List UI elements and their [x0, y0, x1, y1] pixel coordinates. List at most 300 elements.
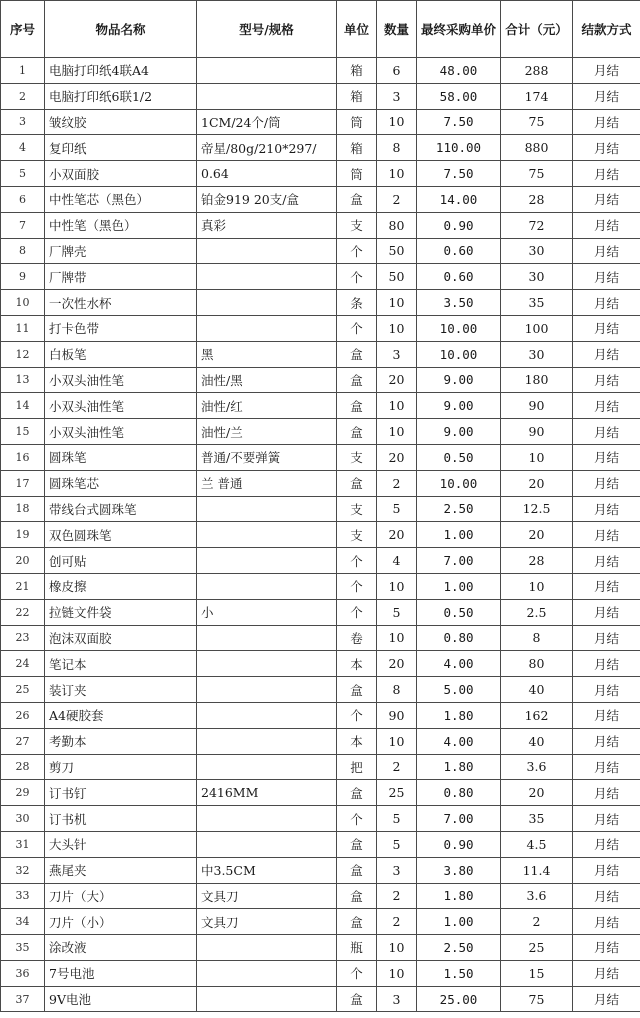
cell-name: 一次性水杯	[45, 290, 197, 316]
cell-seq: 10	[1, 290, 45, 316]
cell-qty: 2	[377, 909, 417, 935]
cell-name: 订书机	[45, 806, 197, 832]
cell-qty: 20	[377, 522, 417, 548]
cell-payment: 月结	[573, 315, 640, 341]
cell-unit: 筒	[337, 161, 377, 187]
cell-name: 中性笔芯（黑色）	[45, 186, 197, 212]
cell-total: 30	[501, 238, 573, 264]
table-row	[1, 161, 640, 187]
cell-total: 880	[501, 135, 573, 161]
cell-spec	[197, 754, 337, 780]
table-row	[1, 264, 640, 290]
cell-total: 12.5	[501, 496, 573, 522]
cell-qty: 90	[377, 702, 417, 728]
cell-qty: 20	[377, 444, 417, 470]
cell-name: 9V电池	[45, 986, 197, 1012]
cell-spec	[197, 238, 337, 264]
cell-unit: 瓶	[337, 935, 377, 961]
cell-price: 9.00	[417, 393, 501, 419]
cell-payment: 月结	[573, 677, 640, 703]
cell-price: 1.80	[417, 754, 501, 780]
table-row	[1, 212, 640, 238]
table-row	[1, 238, 640, 264]
cell-price: 25.00	[417, 986, 501, 1012]
cell-qty: 2	[377, 470, 417, 496]
cell-qty: 10	[377, 290, 417, 316]
cell-qty: 10	[377, 393, 417, 419]
cell-unit: 支	[337, 496, 377, 522]
cell-spec	[197, 522, 337, 548]
cell-spec	[197, 548, 337, 574]
cell-spec: 兰 普通	[197, 470, 337, 496]
cell-qty: 20	[377, 651, 417, 677]
cell-price: 0.60	[417, 264, 501, 290]
cell-total: 20	[501, 470, 573, 496]
cell-seq: 31	[1, 831, 45, 857]
table-row	[1, 58, 640, 84]
cell-name: 打卡色带	[45, 315, 197, 341]
cell-unit: 本	[337, 651, 377, 677]
cell-spec	[197, 986, 337, 1012]
cell-name: 刀片（小）	[45, 909, 197, 935]
cell-qty: 2	[377, 186, 417, 212]
cell-unit: 盒	[337, 393, 377, 419]
cell-seq: 4	[1, 135, 45, 161]
cell-qty: 10	[377, 935, 417, 961]
table-row	[1, 444, 640, 470]
cell-unit: 个	[337, 315, 377, 341]
cell-total: 162	[501, 702, 573, 728]
cell-unit: 条	[337, 290, 377, 316]
table-row	[1, 754, 640, 780]
cell-name: 电脑打印纸6联1/2	[45, 83, 197, 109]
cell-seq: 22	[1, 599, 45, 625]
cell-seq: 18	[1, 496, 45, 522]
cell-payment: 月结	[573, 780, 640, 806]
cell-name: 电脑打印纸4联A4	[45, 58, 197, 84]
table-row	[1, 419, 640, 445]
cell-price: 7.50	[417, 161, 501, 187]
cell-unit: 个	[337, 573, 377, 599]
cell-qty: 6	[377, 58, 417, 84]
table-row	[1, 470, 640, 496]
cell-price: 7.00	[417, 548, 501, 574]
cell-payment: 月结	[573, 806, 640, 832]
cell-spec	[197, 960, 337, 986]
cell-unit: 盒	[337, 341, 377, 367]
table-row	[1, 599, 640, 625]
table-row	[1, 522, 640, 548]
table-row	[1, 393, 640, 419]
header-price: 最终采购单价	[417, 1, 501, 58]
cell-payment: 月结	[573, 109, 640, 135]
cell-payment: 月结	[573, 470, 640, 496]
cell-seq: 32	[1, 857, 45, 883]
cell-name: 带线台式圆珠笔	[45, 496, 197, 522]
cell-unit: 个	[337, 599, 377, 625]
cell-payment: 月结	[573, 573, 640, 599]
cell-payment: 月结	[573, 341, 640, 367]
cell-payment: 月结	[573, 625, 640, 651]
cell-total: 75	[501, 986, 573, 1012]
header-unit: 单位	[337, 1, 377, 58]
cell-qty: 10	[377, 419, 417, 445]
cell-total: 100	[501, 315, 573, 341]
cell-payment: 月结	[573, 367, 640, 393]
cell-name: 圆珠笔	[45, 444, 197, 470]
cell-total: 3.6	[501, 883, 573, 909]
cell-payment: 月结	[573, 883, 640, 909]
cell-payment: 月结	[573, 548, 640, 574]
cell-name: 厂牌壳	[45, 238, 197, 264]
cell-payment: 月结	[573, 986, 640, 1012]
cell-seq: 21	[1, 573, 45, 599]
cell-name: 双色圆珠笔	[45, 522, 197, 548]
cell-name: 笔记本	[45, 651, 197, 677]
cell-unit: 支	[337, 212, 377, 238]
cell-price: 9.00	[417, 419, 501, 445]
cell-spec: 中3.5CM	[197, 857, 337, 883]
cell-price: 10.00	[417, 315, 501, 341]
cell-unit: 盒	[337, 186, 377, 212]
table-row	[1, 651, 640, 677]
cell-spec: 油性/红	[197, 393, 337, 419]
cell-seq: 17	[1, 470, 45, 496]
cell-price: 3.50	[417, 290, 501, 316]
cell-total: 75	[501, 161, 573, 187]
table-row	[1, 290, 640, 316]
cell-qty: 10	[377, 109, 417, 135]
cell-price: 9.00	[417, 367, 501, 393]
cell-unit: 盒	[337, 831, 377, 857]
cell-seq: 2	[1, 83, 45, 109]
cell-spec: 普通/不要弹簧	[197, 444, 337, 470]
cell-payment: 月结	[573, 651, 640, 677]
cell-total: 10	[501, 573, 573, 599]
cell-qty: 3	[377, 83, 417, 109]
cell-spec	[197, 58, 337, 84]
cell-name: 创可贴	[45, 548, 197, 574]
cell-seq: 36	[1, 960, 45, 986]
cell-unit: 个	[337, 960, 377, 986]
cell-total: 72	[501, 212, 573, 238]
cell-price: 0.80	[417, 780, 501, 806]
cell-payment: 月结	[573, 186, 640, 212]
cell-spec: 0.64	[197, 161, 337, 187]
cell-seq: 27	[1, 728, 45, 754]
cell-unit: 支	[337, 522, 377, 548]
cell-price: 0.80	[417, 625, 501, 651]
cell-spec	[197, 702, 337, 728]
table-row	[1, 315, 640, 341]
cell-seq: 9	[1, 264, 45, 290]
cell-payment: 月结	[573, 264, 640, 290]
cell-seq: 37	[1, 986, 45, 1012]
cell-total: 174	[501, 83, 573, 109]
table-row	[1, 186, 640, 212]
cell-seq: 5	[1, 161, 45, 187]
cell-price: 14.00	[417, 186, 501, 212]
cell-unit: 本	[337, 728, 377, 754]
cell-seq: 7	[1, 212, 45, 238]
cell-name: 燕尾夹	[45, 857, 197, 883]
cell-seq: 35	[1, 935, 45, 961]
cell-total: 30	[501, 264, 573, 290]
cell-qty: 10	[377, 625, 417, 651]
cell-price: 110.00	[417, 135, 501, 161]
cell-unit: 箱	[337, 83, 377, 109]
cell-price: 4.00	[417, 651, 501, 677]
cell-seq: 14	[1, 393, 45, 419]
cell-spec	[197, 264, 337, 290]
cell-unit: 筒	[337, 109, 377, 135]
cell-seq: 3	[1, 109, 45, 135]
header-seq: 序号	[1, 1, 45, 58]
cell-seq: 23	[1, 625, 45, 651]
cell-price: 5.00	[417, 677, 501, 703]
cell-price: 0.50	[417, 599, 501, 625]
cell-qty: 8	[377, 677, 417, 703]
cell-seq: 6	[1, 186, 45, 212]
table-row	[1, 625, 640, 651]
cell-seq: 30	[1, 806, 45, 832]
cell-name: 拉链文件袋	[45, 599, 197, 625]
cell-total: 4.5	[501, 831, 573, 857]
cell-name: A4硬胶套	[45, 702, 197, 728]
cell-spec	[197, 935, 337, 961]
cell-payment: 月结	[573, 599, 640, 625]
cell-total: 28	[501, 548, 573, 574]
cell-name: 大头针	[45, 831, 197, 857]
cell-name: 中性笔（黑色）	[45, 212, 197, 238]
cell-total: 35	[501, 806, 573, 832]
cell-payment: 月结	[573, 909, 640, 935]
cell-spec: 铂金919 20支/盒	[197, 186, 337, 212]
cell-unit: 个	[337, 238, 377, 264]
cell-price: 10.00	[417, 470, 501, 496]
header-spec: 型号/规格	[197, 1, 337, 58]
cell-seq: 11	[1, 315, 45, 341]
cell-seq: 33	[1, 883, 45, 909]
cell-qty: 5	[377, 599, 417, 625]
cell-payment: 月结	[573, 496, 640, 522]
cell-seq: 34	[1, 909, 45, 935]
cell-total: 80	[501, 651, 573, 677]
cell-total: 90	[501, 393, 573, 419]
cell-spec: 文具刀	[197, 883, 337, 909]
cell-price: 3.80	[417, 857, 501, 883]
cell-payment: 月结	[573, 212, 640, 238]
cell-qty: 3	[377, 341, 417, 367]
table-row	[1, 780, 640, 806]
cell-name: 考勤本	[45, 728, 197, 754]
cell-total: 30	[501, 341, 573, 367]
cell-total: 2.5	[501, 599, 573, 625]
cell-name: 订书钉	[45, 780, 197, 806]
cell-spec: 小	[197, 599, 337, 625]
cell-payment: 月结	[573, 444, 640, 470]
table-row	[1, 341, 640, 367]
cell-unit: 个	[337, 806, 377, 832]
cell-name: 小双头油性笔	[45, 367, 197, 393]
table-row	[1, 677, 640, 703]
cell-unit: 个	[337, 264, 377, 290]
cell-payment: 月结	[573, 960, 640, 986]
cell-seq: 28	[1, 754, 45, 780]
cell-seq: 8	[1, 238, 45, 264]
cell-unit: 把	[337, 754, 377, 780]
cell-qty: 20	[377, 367, 417, 393]
cell-total: 40	[501, 728, 573, 754]
cell-qty: 25	[377, 780, 417, 806]
cell-seq: 24	[1, 651, 45, 677]
cell-total: 28	[501, 186, 573, 212]
cell-price: 1.00	[417, 573, 501, 599]
table-body	[1, 58, 640, 1012]
cell-qty: 8	[377, 135, 417, 161]
cell-name: 复印纸	[45, 135, 197, 161]
cell-payment: 月结	[573, 754, 640, 780]
cell-payment: 月结	[573, 135, 640, 161]
cell-price: 1.80	[417, 702, 501, 728]
cell-seq: 13	[1, 367, 45, 393]
cell-payment: 月结	[573, 728, 640, 754]
cell-spec: 2416MM	[197, 780, 337, 806]
cell-unit: 盒	[337, 470, 377, 496]
cell-spec	[197, 806, 337, 832]
table-row	[1, 883, 640, 909]
cell-payment: 月结	[573, 522, 640, 548]
cell-seq: 29	[1, 780, 45, 806]
cell-spec: 真彩	[197, 212, 337, 238]
cell-spec: 油性/兰	[197, 419, 337, 445]
cell-total: 15	[501, 960, 573, 986]
cell-payment: 月结	[573, 161, 640, 187]
cell-name: 装订夹	[45, 677, 197, 703]
cell-price: 10.00	[417, 341, 501, 367]
header-row	[1, 1, 640, 58]
cell-qty: 50	[377, 264, 417, 290]
table-row	[1, 548, 640, 574]
cell-price: 0.50	[417, 444, 501, 470]
cell-price: 1.00	[417, 522, 501, 548]
cell-qty: 5	[377, 831, 417, 857]
cell-price: 1.00	[417, 909, 501, 935]
cell-seq: 15	[1, 419, 45, 445]
cell-spec	[197, 625, 337, 651]
cell-seq: 20	[1, 548, 45, 574]
cell-payment: 月结	[573, 238, 640, 264]
table-row	[1, 496, 640, 522]
cell-payment: 月结	[573, 935, 640, 961]
cell-price: 4.00	[417, 728, 501, 754]
cell-qty: 5	[377, 496, 417, 522]
cell-qty: 10	[377, 728, 417, 754]
cell-unit: 盒	[337, 419, 377, 445]
table-row	[1, 573, 640, 599]
cell-total: 8	[501, 625, 573, 651]
cell-price: 7.50	[417, 109, 501, 135]
cell-price: 0.90	[417, 212, 501, 238]
cell-total: 11.4	[501, 857, 573, 883]
cell-spec: 帝星/80g/210*297/	[197, 135, 337, 161]
table-header	[1, 1, 640, 58]
table-row	[1, 135, 640, 161]
table-row	[1, 857, 640, 883]
cell-name: 涂改液	[45, 935, 197, 961]
cell-price: 7.00	[417, 806, 501, 832]
cell-payment: 月结	[573, 419, 640, 445]
cell-payment: 月结	[573, 702, 640, 728]
cell-spec	[197, 315, 337, 341]
cell-price: 1.80	[417, 883, 501, 909]
cell-name: 刀片（大）	[45, 883, 197, 909]
cell-price: 0.60	[417, 238, 501, 264]
cell-total: 3.6	[501, 754, 573, 780]
table-row	[1, 728, 640, 754]
cell-name: 7号电池	[45, 960, 197, 986]
cell-name: 橡皮擦	[45, 573, 197, 599]
cell-price: 0.90	[417, 831, 501, 857]
cell-unit: 盒	[337, 367, 377, 393]
cell-seq: 26	[1, 702, 45, 728]
cell-qty: 3	[377, 857, 417, 883]
cell-spec	[197, 651, 337, 677]
cell-total: 75	[501, 109, 573, 135]
cell-spec	[197, 83, 337, 109]
cell-unit: 盒	[337, 909, 377, 935]
cell-price: 2.50	[417, 496, 501, 522]
cell-total: 2	[501, 909, 573, 935]
table-row	[1, 109, 640, 135]
cell-seq: 12	[1, 341, 45, 367]
cell-price: 48.00	[417, 58, 501, 84]
cell-spec	[197, 290, 337, 316]
cell-payment: 月结	[573, 83, 640, 109]
header-payment: 结款方式	[573, 1, 640, 58]
table-row	[1, 935, 640, 961]
cell-spec: 1CM/24个/筒	[197, 109, 337, 135]
cell-spec: 黑	[197, 341, 337, 367]
cell-spec: 文具刀	[197, 909, 337, 935]
cell-total: 10	[501, 444, 573, 470]
cell-qty: 10	[377, 161, 417, 187]
cell-total: 25	[501, 935, 573, 961]
cell-unit: 支	[337, 444, 377, 470]
header-qty: 数量	[377, 1, 417, 58]
cell-payment: 月结	[573, 393, 640, 419]
cell-name: 泡沫双面胶	[45, 625, 197, 651]
table-row	[1, 960, 640, 986]
cell-name: 厂牌带	[45, 264, 197, 290]
cell-qty: 3	[377, 986, 417, 1012]
cell-spec	[197, 831, 337, 857]
cell-unit: 箱	[337, 58, 377, 84]
table-row	[1, 909, 640, 935]
header-name: 物品名称	[45, 1, 197, 58]
cell-total: 20	[501, 780, 573, 806]
cell-spec	[197, 573, 337, 599]
table-row	[1, 367, 640, 393]
cell-unit: 盒	[337, 780, 377, 806]
cell-spec	[197, 677, 337, 703]
cell-qty: 50	[377, 238, 417, 264]
cell-total: 288	[501, 58, 573, 84]
cell-qty: 5	[377, 806, 417, 832]
cell-unit: 盒	[337, 857, 377, 883]
cell-unit: 个	[337, 548, 377, 574]
header-total: 合计（元）	[501, 1, 573, 58]
